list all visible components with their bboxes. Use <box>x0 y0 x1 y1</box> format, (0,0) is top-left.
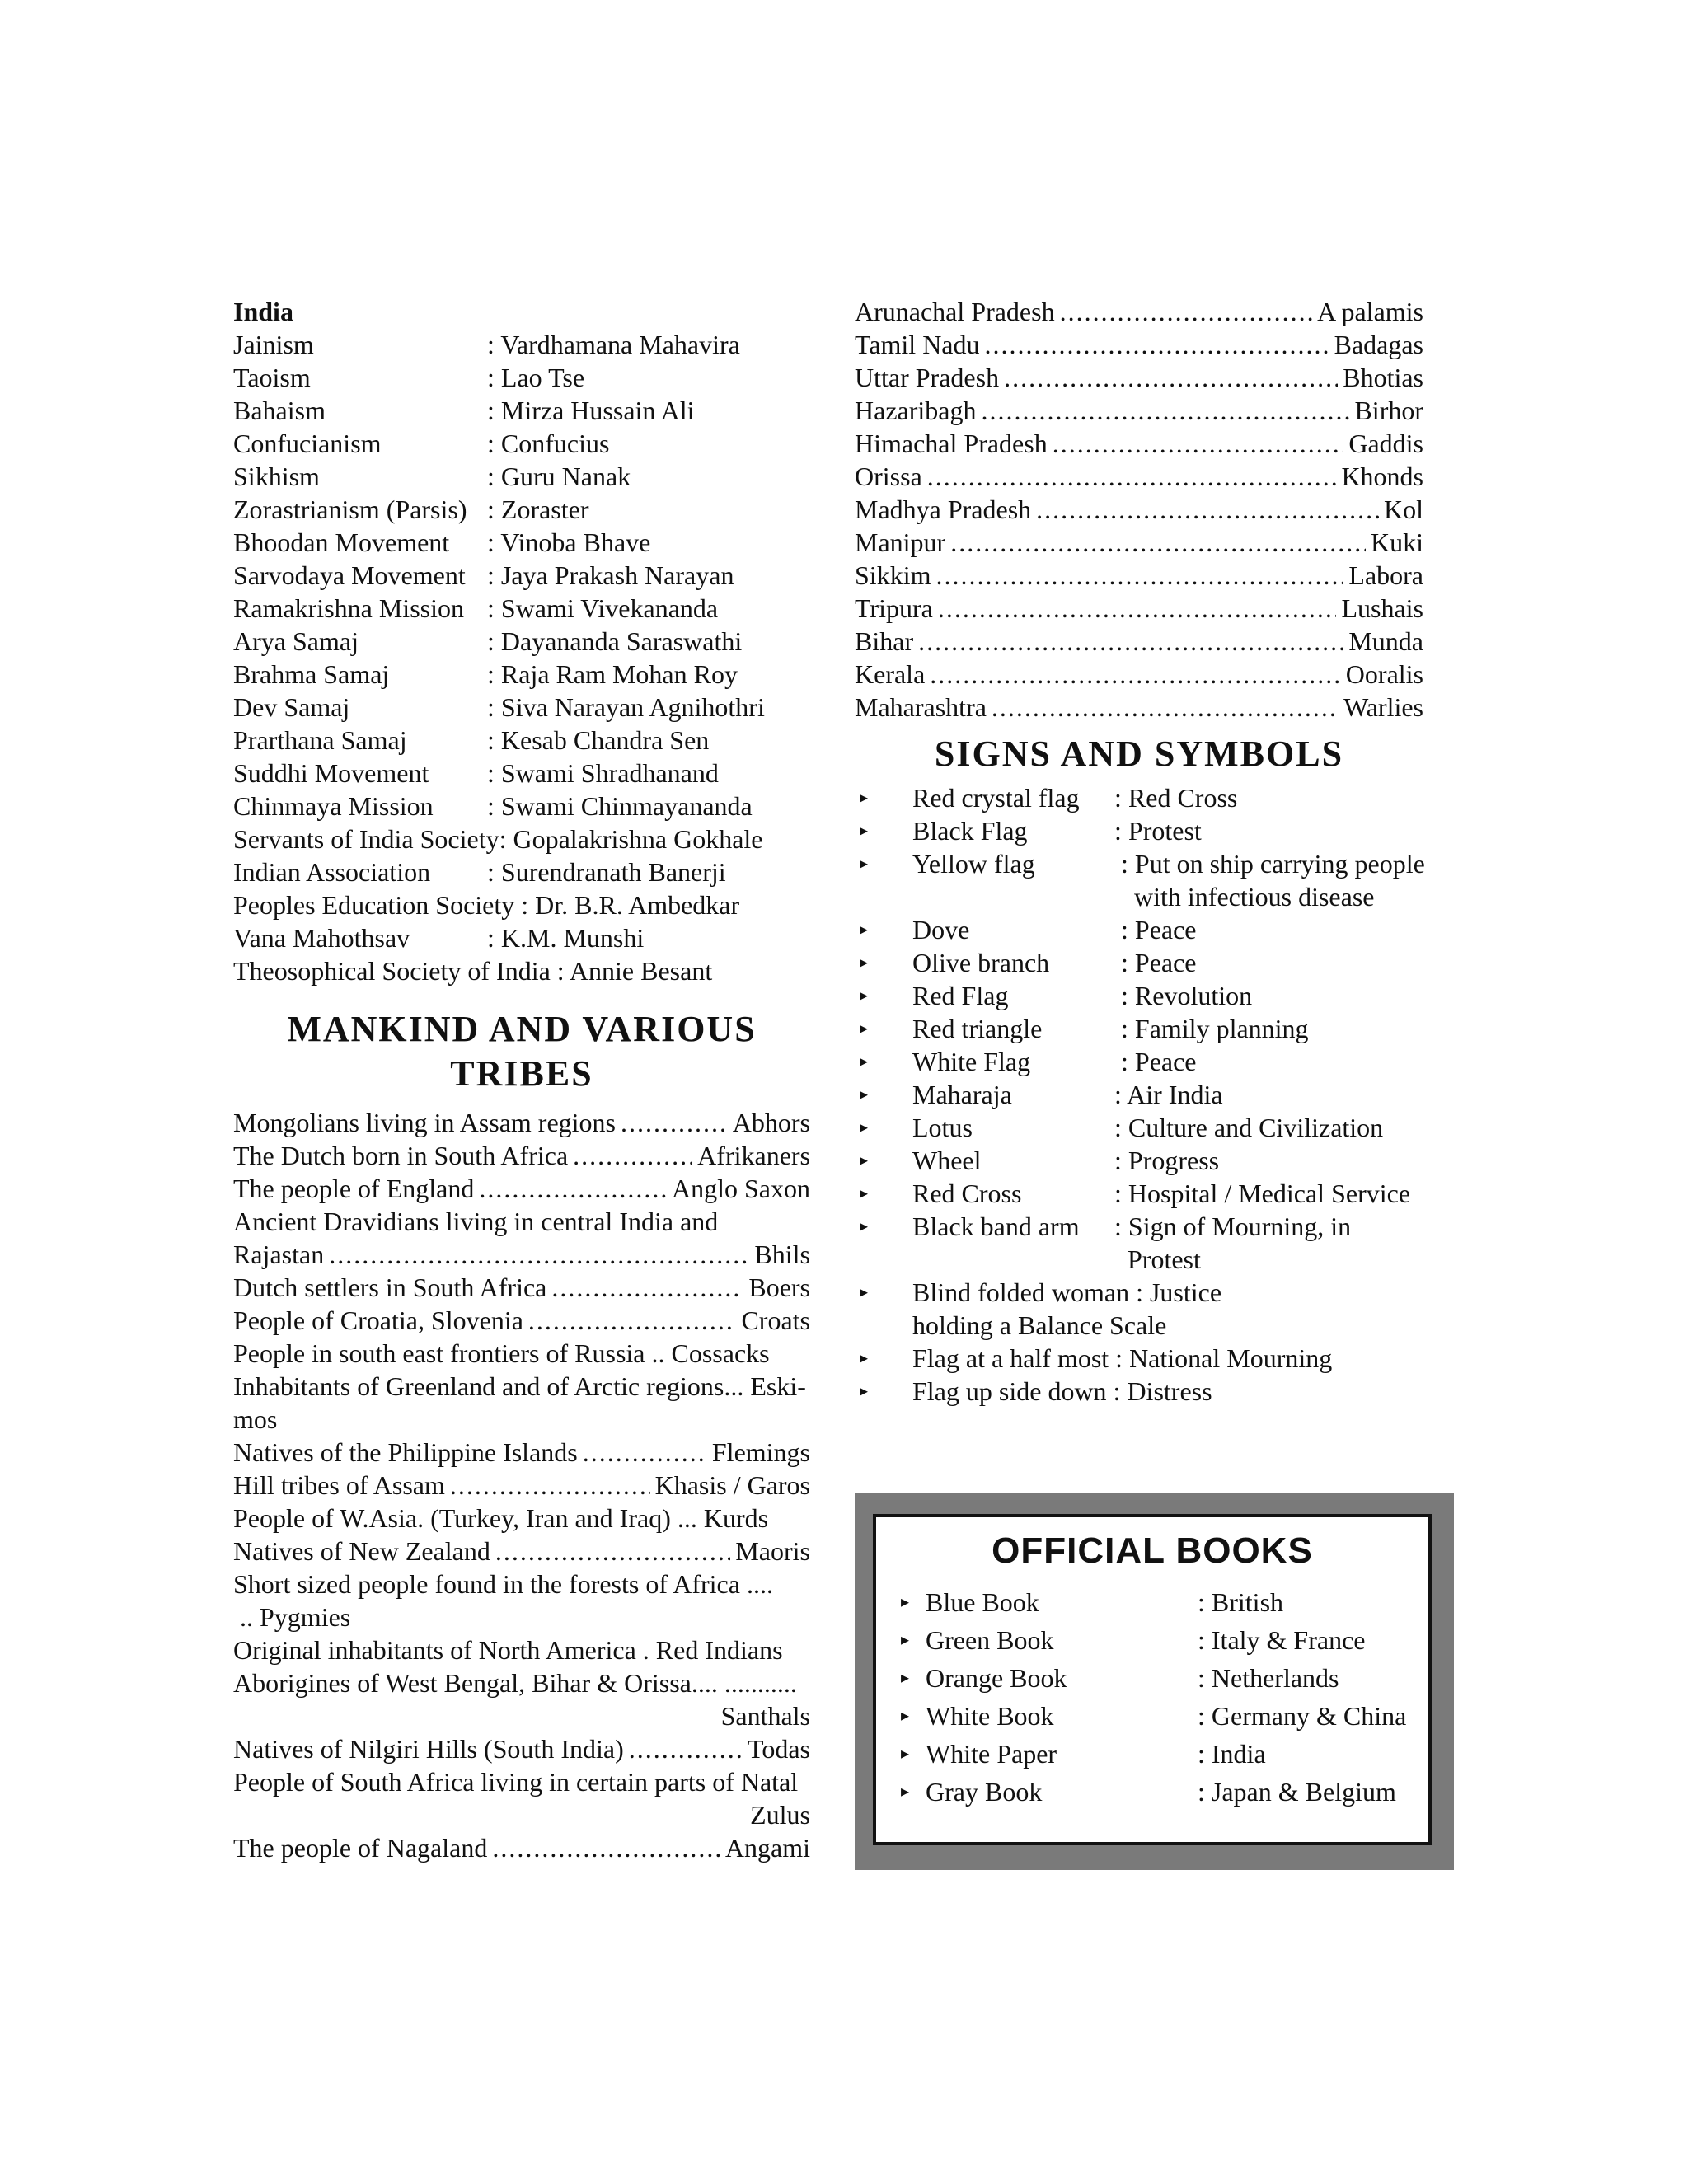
list-item: ▸ Red triangle : Family planning <box>855 1012 1423 1045</box>
list-item: ▸ Maharaja : Air India <box>855 1078 1423 1111</box>
list-item: Confucianism : Confucius <box>233 429 610 458</box>
list-item: with infectious disease <box>1114 882 1375 912</box>
list-item: The Dutch born in South Africa . . . Afrikaners <box>233 1139 810 1172</box>
list-item: Natives of Nilgiri Hills (South India) . . . Todas <box>233 1732 810 1765</box>
list-item: People of South Africa living in certain parts of Natal <box>233 1767 799 1797</box>
official-books-title: OFFICIAL BOOKS <box>992 1530 1313 1571</box>
list-item: ▸ Wheel : Progress <box>855 1144 1423 1177</box>
list-item: ▸ White Flag : Peace <box>855 1045 1423 1078</box>
list-item: Hill tribes of Assam . . . Khasis / Garos <box>233 1469 810 1502</box>
list-item: ▸ Gray Book : Japan & Belgium <box>901 1773 1428 1811</box>
list-item: ▸ Yellow flag : Put on ship carrying people <box>855 847 1423 880</box>
official-books-panel <box>873 1514 1432 1845</box>
list-item: ▸ Black Flag : Protest <box>855 814 1423 847</box>
list-item: Sikhism : Guru Nanak <box>233 462 631 491</box>
list-item: ▸ Blind folded woman : Justice <box>855 1276 1423 1309</box>
list-item: Bihar . . . Munda <box>855 625 1423 658</box>
bullet-icon: ▸ <box>860 1151 869 1169</box>
list-item: ▸ Black band arm : Sign of Mourning, in <box>855 1210 1423 1243</box>
list-item: Zulus <box>750 1800 810 1830</box>
list-item: ▸ Red Cross : Hospital / Medical Service <box>855 1177 1423 1210</box>
list-item: People of W.Asia. (Turkey, Iran and Iraq) ... Kurds <box>233 1503 769 1533</box>
list-item: Inhabitants of Greenland and of Arctic regions... Eski- <box>233 1371 806 1401</box>
bullet-icon: ▸ <box>860 987 869 1005</box>
list-item: .. Pygmies <box>233 1602 351 1632</box>
list-item: Arunachal Pradesh . . . A palamis <box>855 295 1423 328</box>
list-item: People of Croatia, Slovenia . . . Croats <box>233 1304 810 1337</box>
bullet-icon: ▸ <box>860 1283 869 1301</box>
list-item: ▸ Red crystal flag : Red Cross <box>855 781 1423 814</box>
list-item: ▸ Lotus : Culture and Civilization <box>855 1111 1423 1144</box>
list-item: Zorastrianism (Parsis) : Zoraster <box>233 494 589 524</box>
list-item: Mongolians living in Assam regions . . . Abhors <box>233 1106 810 1139</box>
signs-heading: SIGNS AND SYMBOLS <box>934 733 1344 774</box>
bullet-icon: ▸ <box>860 1184 869 1202</box>
bullet-icon: ▸ <box>860 822 869 840</box>
bullet-icon: ▸ <box>901 1631 910 1649</box>
list-item: Natives of the Philippine Islands . . . Flemings <box>233 1436 810 1469</box>
list-item: Servants of India Society: Gopalakrishna Gokhale <box>233 824 763 854</box>
list-item: ▸ Olive branch : Peace <box>855 946 1423 979</box>
list-item: Bhoodan Movement : Vinoba Bhave <box>233 527 651 557</box>
list-item: Sikkim . . . Labora <box>855 559 1423 592</box>
list-item: Kerala . . . Ooralis <box>855 658 1423 691</box>
list-item: Uttar Pradesh . . . Bhotias <box>855 361 1423 394</box>
list-item: Theosophical Society of India : Annie Besant <box>233 956 713 986</box>
list-item: ▸ Flag up side down : Distress <box>855 1375 1423 1408</box>
bullet-icon: ▸ <box>860 1019 869 1038</box>
list-item: The people of Nagaland . . . Angami <box>233 1831 810 1864</box>
list-item: ▸ Orange Book : Netherlands <box>901 1659 1428 1697</box>
list-item: Original inhabitants of North America . Red Indians <box>233 1635 783 1665</box>
list-item: The people of England . . . Anglo Saxon <box>233 1172 810 1205</box>
list-item: Himachal Pradesh . . . Gaddis <box>855 427 1423 460</box>
list-item: ▸ Dove : Peace <box>855 913 1423 946</box>
bullet-icon: ▸ <box>901 1707 910 1725</box>
bullet-icon: ▸ <box>860 855 869 873</box>
list-item: Tamil Nadu . . . Badagas <box>855 328 1423 361</box>
list-item: Ancient Dravidians living in central India and <box>233 1207 719 1236</box>
list-item: ▸ White Paper : India <box>901 1735 1428 1773</box>
list-item: Aborigines of West Bengal, Bihar & Orissa.... ........... <box>233 1668 797 1698</box>
bullet-icon: ▸ <box>901 1669 910 1687</box>
list-item: Natives of New Zealand . . . Maoris <box>233 1535 810 1568</box>
list-item: Tripura . . . Lushais <box>855 592 1423 625</box>
bullet-icon: ▸ <box>860 1085 869 1104</box>
bullet-icon: ▸ <box>860 1118 869 1137</box>
list-item: Rajastan . . . Bhils <box>233 1238 810 1271</box>
list-item: ▸ Green Book : Italy & France <box>901 1621 1428 1659</box>
list-item: Sarvodaya Movement : Jaya Prakash Narayan <box>233 560 734 590</box>
list-item: mos <box>233 1404 278 1434</box>
list-item: Manipur . . . Kuki <box>855 526 1423 559</box>
bullet-icon: ▸ <box>860 789 869 807</box>
list-item: Taoism : Lao Tse <box>233 363 585 392</box>
list-item: Bahaism : Mirza Hussain Ali <box>233 396 695 425</box>
list-item: Hazaribagh . . . Birhor <box>855 394 1423 427</box>
bullet-icon: ▸ <box>860 1052 869 1071</box>
list-item: Brahma Samaj : Raja Ram Mohan Roy <box>233 659 738 689</box>
bullet-icon: ▸ <box>860 1349 869 1367</box>
list-item: Ramakrishna Mission : Swami Vivekananda <box>233 593 719 623</box>
bullet-icon: ▸ <box>860 1217 869 1235</box>
bullet-icon: ▸ <box>901 1783 910 1801</box>
bullet-icon: ▸ <box>901 1745 910 1763</box>
bullet-icon: ▸ <box>901 1593 910 1611</box>
list-item: Jainism : Vardhamana Mahavira <box>233 330 740 359</box>
list-item: Suddhi Movement : Swami Shradhanand <box>233 758 719 788</box>
list-item: ▸ Flag at a half most : National Mourning <box>855 1342 1423 1375</box>
india-heading: India <box>233 297 293 326</box>
list-item: Vana Mahothsav : K.M. Munshi <box>233 923 645 953</box>
list-item: Dev Samaj : Siva Narayan Agnihothri <box>233 692 765 722</box>
list-item: Madhya Pradesh . . . Kol <box>855 493 1423 526</box>
list-item: Santhals <box>720 1701 810 1731</box>
list-item: Dutch settlers in South Africa . . . Boers <box>233 1271 810 1304</box>
list-item: ▸ Blue Book : British <box>901 1583 1428 1621</box>
list-item: Chinmaya Mission : Swami Chinmayananda <box>233 791 753 821</box>
mankind-heading: MANKIND AND VARIOUS <box>287 1009 757 1049</box>
list-item: Orissa . . . Khonds <box>855 460 1423 493</box>
list-item: holding a Balance Scale <box>912 1310 1167 1340</box>
list-item: Indian Association : Surendranath Banerji <box>233 857 726 887</box>
bullet-icon: ▸ <box>860 1382 869 1400</box>
list-item: Maharashtra . . . Warlies <box>855 691 1423 724</box>
list-item: People in south east frontiers of Russia .. Cossacks <box>233 1338 770 1368</box>
list-item: ▸ White Book : Germany & China <box>901 1697 1428 1735</box>
list-item: Prarthana Samaj : Kesab Chandra Sen <box>233 725 710 755</box>
list-item: Protest <box>1114 1244 1201 1274</box>
left-column <box>233 295 810 1864</box>
bullet-icon: ▸ <box>860 954 869 972</box>
list-item: Peoples Education Society : Dr. B.R. Ambedkar <box>233 890 740 920</box>
list-item: ▸ Red Flag : Revolution <box>855 979 1423 1012</box>
bullet-icon: ▸ <box>860 921 869 939</box>
list-item: Arya Samaj : Dayananda Saraswathi <box>233 626 743 656</box>
list-item: Short sized people found in the forests of Africa .... <box>233 1569 773 1599</box>
mankind-heading-line2: TRIBES <box>450 1053 593 1094</box>
right-column <box>855 295 1423 1408</box>
official-books-box <box>855 1493 1454 1870</box>
